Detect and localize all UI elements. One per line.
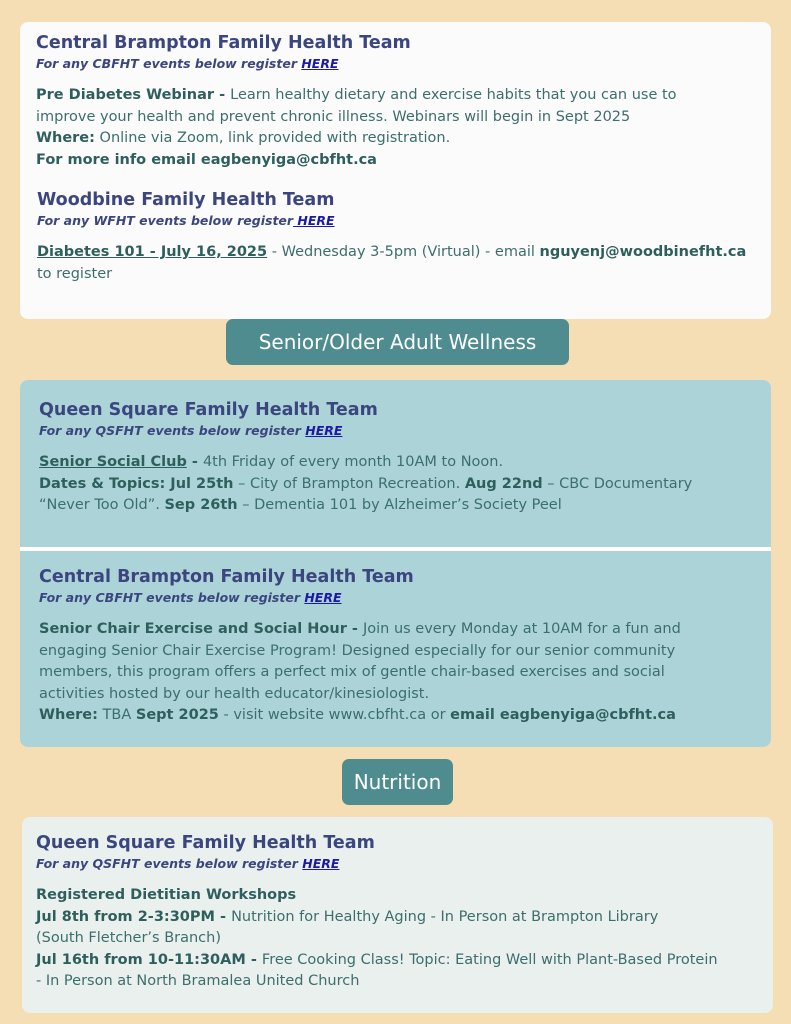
workshop-line [36,950,761,972]
qsfht-register-line [39,422,759,440]
nutrition-card [22,817,773,1013]
workshop-desc: - In Person at North Bramalea United Church [36,973,360,989]
senior-card [20,380,771,747]
qsfht-register-link[interactable]: HERE [305,423,343,438]
qsfht-register-line [36,855,761,873]
pre-diabetes-event [36,85,759,171]
qsfht-title: Queen Square Family Health Team [39,400,378,420]
event-title: Senior Social Club [39,454,187,470]
where-text: Online via Zoom, link provided with registration. [94,130,451,146]
divider [20,547,771,551]
event-desc: members, this program offers a perfect mix of gentle chair-based exercises and social [39,664,665,680]
cbfht-title: Central Brampton Family Health Team [39,567,414,587]
qsfht-title: Queen Square Family Health Team [36,833,375,853]
event-line [37,242,759,264]
where-text: TBA [97,707,136,723]
workshop-desc: Free Cooking Class! Topic: Eating Well with Plant-Based Protein [261,951,718,968]
workshop-desc: Nutrition for Healthy Aging - In Person at Brampton Library [231,908,659,925]
where-line [36,128,759,150]
workshops-heading-text: Registered Dietitian Workshops [36,887,297,903]
where-label: Where: [39,707,98,723]
dates-text: – Dementia 101 by Alzheimer’s Society Peel [237,497,562,513]
event-line [36,85,759,107]
event-title: Senior Chair Exercise and Social Hour - [39,621,363,637]
date-sep: Sep 26th [164,497,238,513]
workshop-time: Jul 8th from 2-3:30PM - [36,908,232,925]
event-line [39,619,759,641]
register-text: For any CBFHT events below register [36,56,302,71]
event-desc: Learn healthy dietary and exercise habits that you can use to [230,87,677,103]
dates-line [39,474,759,496]
register-text: For any WFHT events below register [37,213,294,228]
qsfht-senior-block [39,398,759,517]
register-text: For any QSFHT events below register [39,423,306,438]
cbfht-register-link[interactable]: HERE [301,56,339,71]
dates-line [39,495,759,517]
date-aug: Aug 22nd [464,475,543,492]
register-text: For any CBFHT events below register [39,590,305,605]
cbfht-diabetes-block [36,31,759,171]
wfht-register-link[interactable]: HERE [293,213,335,228]
event-title: Pre Diabetes Webinar - [36,87,231,103]
cbfht-register-link[interactable]: HERE [304,590,342,605]
event-tail: to register [37,265,113,282]
dates-text: – CBC Documentary [542,475,693,492]
senior-social-club-event [39,452,759,517]
diabetes-101-event [37,242,759,285]
event-sep: - [186,454,203,470]
wfht-register-line [37,212,759,230]
event-desc: Join us every Monday at 10AM for a fun and [362,621,681,637]
cbfht-register-line [39,589,759,607]
cbfht-title: Central Brampton Family Health Team [36,33,411,53]
register-text: For any QSFHT events below register [36,856,303,871]
chair-exercise-event [39,619,759,727]
dates-text: “Never Too Old”. [39,497,165,513]
event-desc: - Wednesday 3-5pm (Virtual) - email [267,244,540,260]
where-label: Where: [36,130,95,146]
where-date: Sept 2025 [135,707,219,723]
dietitian-workshops [36,885,761,993]
event-desc: engaging Senior Chair Exercise Program! Designed especially for our senior community [39,642,676,659]
section-header-nutrition: Nutrition [342,759,453,805]
workshop-line [36,907,761,929]
more-info [36,150,759,172]
wfht-title: Woodbine Family Health Team [37,190,335,210]
qsfht-register-link[interactable]: HERE [302,856,340,871]
wfht-block [37,188,759,285]
event-email: nguyenj@woodbinefht.ca [539,244,747,260]
cbfht-senior-block [39,565,759,727]
workshop-time: Jul 16th from 10-11:30AM - [36,951,262,968]
dates-label: Dates & Topics: Jul 25th [39,475,234,492]
event-title: Diabetes 101 - July 16, 2025 [37,244,268,260]
workshops-heading [36,885,761,907]
dates-text: – City of Brampton Recreation. [233,475,465,492]
event-line [39,452,759,474]
workshop-desc: (South Fletcher’s Branch) [36,930,222,946]
event-desc: improve your health and prevent chronic illness. Webinars will begin in Sept 2025 [36,108,631,125]
event-desc: 4th Friday of every month 10AM to Noon. [202,454,504,470]
where-email: email eagbenyiga@cbfht.ca [450,707,676,723]
section-header-senior: Senior/Older Adult Wellness [226,319,569,365]
event-desc: activities hosted by our health educator/kinesiologist. [39,685,430,702]
cbfht-register-line [36,55,759,73]
cbfht-wfht-card [20,22,771,319]
where-text: - visit website www.cbfht.ca or [218,707,451,723]
qsfht-nutrition-block [36,831,761,993]
where-line [39,705,759,727]
more-info-text: For more info email eagbenyiga@cbfht.ca [36,151,377,168]
